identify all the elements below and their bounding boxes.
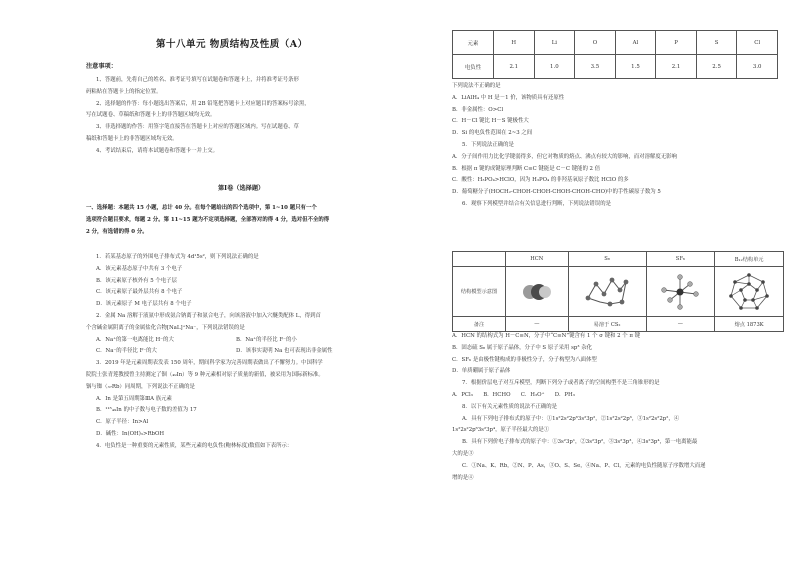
question-line: C．SF₆ 是由极性键构成的非极性分子，分子构型为八面体型 — [452, 356, 597, 363]
question-line: 5．下列说法正确的是 — [462, 141, 514, 148]
question-line: C．H－Cl 键比 H－S 键极性大 — [452, 118, 529, 125]
table-cell — [453, 252, 506, 267]
notice-block — [86, 75, 310, 158]
question-line: B．¹¹⁵₄₉In 的中子数与电子数的差值为 17 — [96, 407, 197, 414]
hcn-model-image — [506, 267, 569, 317]
table-row — [453, 31, 778, 55]
table-cell: 3.5 — [575, 55, 616, 79]
question-line: A．该元素基态原子中共有 3 个电子 — [96, 265, 183, 272]
table-cell: HCN — [506, 252, 569, 267]
right-column — [452, 0, 787, 562]
question-line: 增的是④ — [452, 474, 474, 481]
sf6-model-icon — [658, 273, 702, 311]
instruction-line: 选项符合题目要求，每题 2 分。第 11~15 题为不定项选择题，全部答对的得 4 分，选对但不全的得 — [86, 216, 330, 223]
question-line: B．Na⁺的半径比 F⁻的小 — [236, 336, 297, 343]
left-column — [86, 0, 416, 562]
table-cell: — — [646, 317, 715, 332]
s8-model-icon — [582, 274, 632, 310]
question-line: A．HCN 的结构式为 H－C≡N，分子中“C≡N”键含有 1 个 σ 键和 2 个 π 键 — [452, 333, 641, 339]
question-line: 下列说法不正确的是 — [452, 83, 501, 89]
table-cell: H — [494, 31, 535, 55]
molecule-model-table — [452, 251, 784, 332]
table-cell: SF₆ — [646, 252, 715, 267]
question-line: 3．2019 年是元素周期表发表 150 周年，期间科学家为完善周期表做出了不懈努力。中国科学 — [96, 360, 323, 367]
table-cell: 易溶于 CS₂ — [568, 317, 646, 332]
question-line: 铟与铷（₃₇Rb）同周期，下列说法不正确的是 — [86, 383, 195, 390]
notice-line: 写在试题卷、草稿纸和答题卡上的非答题区域均无效。 — [86, 112, 216, 119]
question-line: C．①Na、K、Rb，②N、P、As，③O、S、Se，④Na、P、Cl，元素的电负性随原子序数增大而递 — [462, 462, 706, 469]
sf6-model-image — [646, 267, 715, 317]
question-line: B．具有下列价电子排布式的原子中：①3s²3p¹，②3s²3p²，③3s²3p³，④3s²3p⁴，第一电离能最 — [462, 439, 698, 446]
table-row — [453, 267, 784, 317]
question-line: D．该元素原子 M 电子层共有 8 个电子 — [96, 301, 192, 308]
question-line: 8．以下有关元素性质的说法不正确的是 — [462, 403, 558, 410]
question-line: A．LiAlH₄ 中 H 是－1 价，该物质具有还原性 — [452, 94, 565, 101]
notice-line: 2、选择题的作答：每小题选出答案后，用 2B 铅笔把答题卡上对应题目的答案标号涂黑， — [96, 100, 310, 107]
table-cell: S — [696, 31, 737, 55]
notice-line: 1、答题前，先将自己的姓名、准考证号填写在试题卷和答题卡上，并将准考证号条形 — [96, 77, 299, 83]
question-line: D．该事实说明 Na 也可表现出非金属性 — [236, 348, 333, 355]
notice-heading: 注意事项： — [86, 63, 117, 70]
b12-model-icon — [727, 272, 771, 312]
electronegativity-table — [452, 30, 778, 79]
question-line: A．PCl₃ B．HCHO C．H₃O⁺ D．PH₃ — [452, 391, 575, 398]
table-cell: Cl — [737, 31, 778, 55]
table-cell: 3.0 — [737, 55, 778, 79]
table-row — [453, 252, 784, 267]
question-line: C．Na⁻的半径比 F⁻的大 — [96, 348, 157, 355]
question-line: A．In 是第五周期第ⅢA 族元素 — [96, 395, 172, 402]
question-line: 7．根据价层电子对互斥模型，判断下列分子或者离子的空间构型不是三角锥形的是 — [462, 380, 660, 387]
table-cell: 元素 — [453, 31, 494, 55]
table-cell: 电负性 — [453, 55, 494, 79]
notice-line: 3、非选择题的作答：用签字笔直接答在答题卡上对应的答题区域内。写在试题卷、草 — [96, 124, 299, 131]
table-cell: O — [575, 31, 616, 55]
table-row — [453, 55, 778, 79]
table-cell: S₈ — [568, 252, 646, 267]
question-line: 大的是③ — [452, 450, 474, 457]
question-line: B．根据 π 键的成键原理判断 C≡C 键能是 C－C 键能的 2 倍 — [452, 165, 601, 172]
table-cell: 熔点 1873K — [715, 317, 784, 332]
question-line: 6．观察下列模型并结合有关信息进行判断，下列说法错误的是 — [462, 200, 611, 207]
table-cell: B₁₂结构单元 — [715, 252, 784, 267]
table-cell: 2.1 — [656, 55, 697, 79]
question-line: D．Si 的电负性范围在 2~3 之间 — [452, 130, 533, 137]
question-line: D．碱性：In(OH)₃>RbOH — [96, 430, 165, 437]
page-title: 第十八单元 物质结构及性质（A） — [156, 39, 308, 50]
question-line: 2．金属 Na 溶解于液氨中形成氨合钠离子和氨合电子，向该溶液中加入穴醚类配体 L，得到首 — [96, 312, 321, 319]
table-row — [453, 317, 784, 332]
q2-options-right — [236, 335, 333, 359]
table-cell: P — [656, 31, 697, 55]
table-cell: 1.0 — [534, 55, 575, 79]
hcn-model-icon — [517, 280, 557, 304]
question-line: D．葡萄糖分子(HOCH₂-CHOH-CHOH-CHOH-CHOH-CHO)中的手性碳原子数为 5 — [452, 189, 661, 196]
table-cell: — — [506, 317, 569, 332]
table-cell: 2.1 — [494, 55, 535, 79]
notice-line: 码粘贴在答题卡上的指定位置。 — [86, 88, 162, 95]
question-line: B．该元素原子核外有 5 个电子层 — [96, 277, 177, 284]
question-line: C．该元素原子最外层共有 8 个电子 — [96, 289, 183, 296]
notice-line: 4、考试结束后，请将本试题卷和答题卡一并上交。 — [96, 147, 219, 154]
question-line: A．分子间作用力比化学键弱得多，但它对物质的熔点、沸点有较大的影响，而对溶解度无影响 — [452, 153, 677, 160]
question-line: 个含碱金属阴离子的金属盐化合物[NaL]⁺Na⁻，下列说法错误的是 — [86, 324, 245, 331]
instruction-line: 2 分，有选错的得 0 分。 — [86, 228, 148, 235]
table-cell: 备注 — [453, 317, 506, 332]
question-line: 院院士张青莲教授曾主持测定了铟（₄₉In）等 9 种元素相对原子质量的新值，被采用为国际新标准。 — [86, 371, 324, 378]
question-line: C．酸性：H₃PO₄>HClO，因为 H₃PO₄ 的非羟基氧原子数比 HClO 的多 — [452, 177, 629, 184]
questions-block — [452, 81, 677, 211]
b12-model-image — [715, 267, 784, 317]
question-line: 1s²2s²2p⁶3s²3p⁴，原子半径最大的是① — [452, 427, 550, 434]
question-line: B．非金属性：O>Cl — [452, 106, 504, 113]
instruction-line: 一、选择题：本题共 15 小题，总计 40 分。在每个题给出的四个选项中，第 1~10 题只有一个 — [86, 205, 317, 211]
notice-line: 稿纸和答题卡上的非答题区域均无效。 — [86, 135, 178, 142]
question-line: C．原子半径：In>Al — [96, 419, 149, 426]
table-cell: Al — [615, 31, 656, 55]
table-cell: Li — [534, 31, 575, 55]
question-line: 1．若某基态原子的外围电子排布式为 4d¹5s²，则下列说法正确的是 — [96, 254, 259, 260]
section-heading: 第Ⅰ卷（选择题） — [218, 185, 265, 192]
table-cell: 2.5 — [696, 55, 737, 79]
question-line: B．固态硫 S₈ 属于原子晶体，分子中 S 原子采用 sp³ 杂化 — [452, 344, 592, 351]
question-line: A．Na⁺的第一电离能比 H⁻的大 — [96, 336, 174, 343]
table-cell: 1.5 — [615, 55, 656, 79]
questions-block — [452, 331, 706, 484]
instructions-block — [86, 203, 329, 238]
question-line: D．单质硼属于原子晶体 — [452, 368, 511, 375]
table-cell: 结构模型示意图 — [453, 267, 506, 317]
question-line: A．具有下列电子排布式的原子中：①1s²2s²2p⁶3s²3p²，②1s²2s²2p³，③1s²2s²2p²，④ — [462, 415, 680, 422]
question-line: 4．电负性是一种重要的元素性质，某些元素的电负性(鲍林标度)数值如下表所示： — [96, 442, 293, 449]
s8-model-image — [568, 267, 646, 317]
